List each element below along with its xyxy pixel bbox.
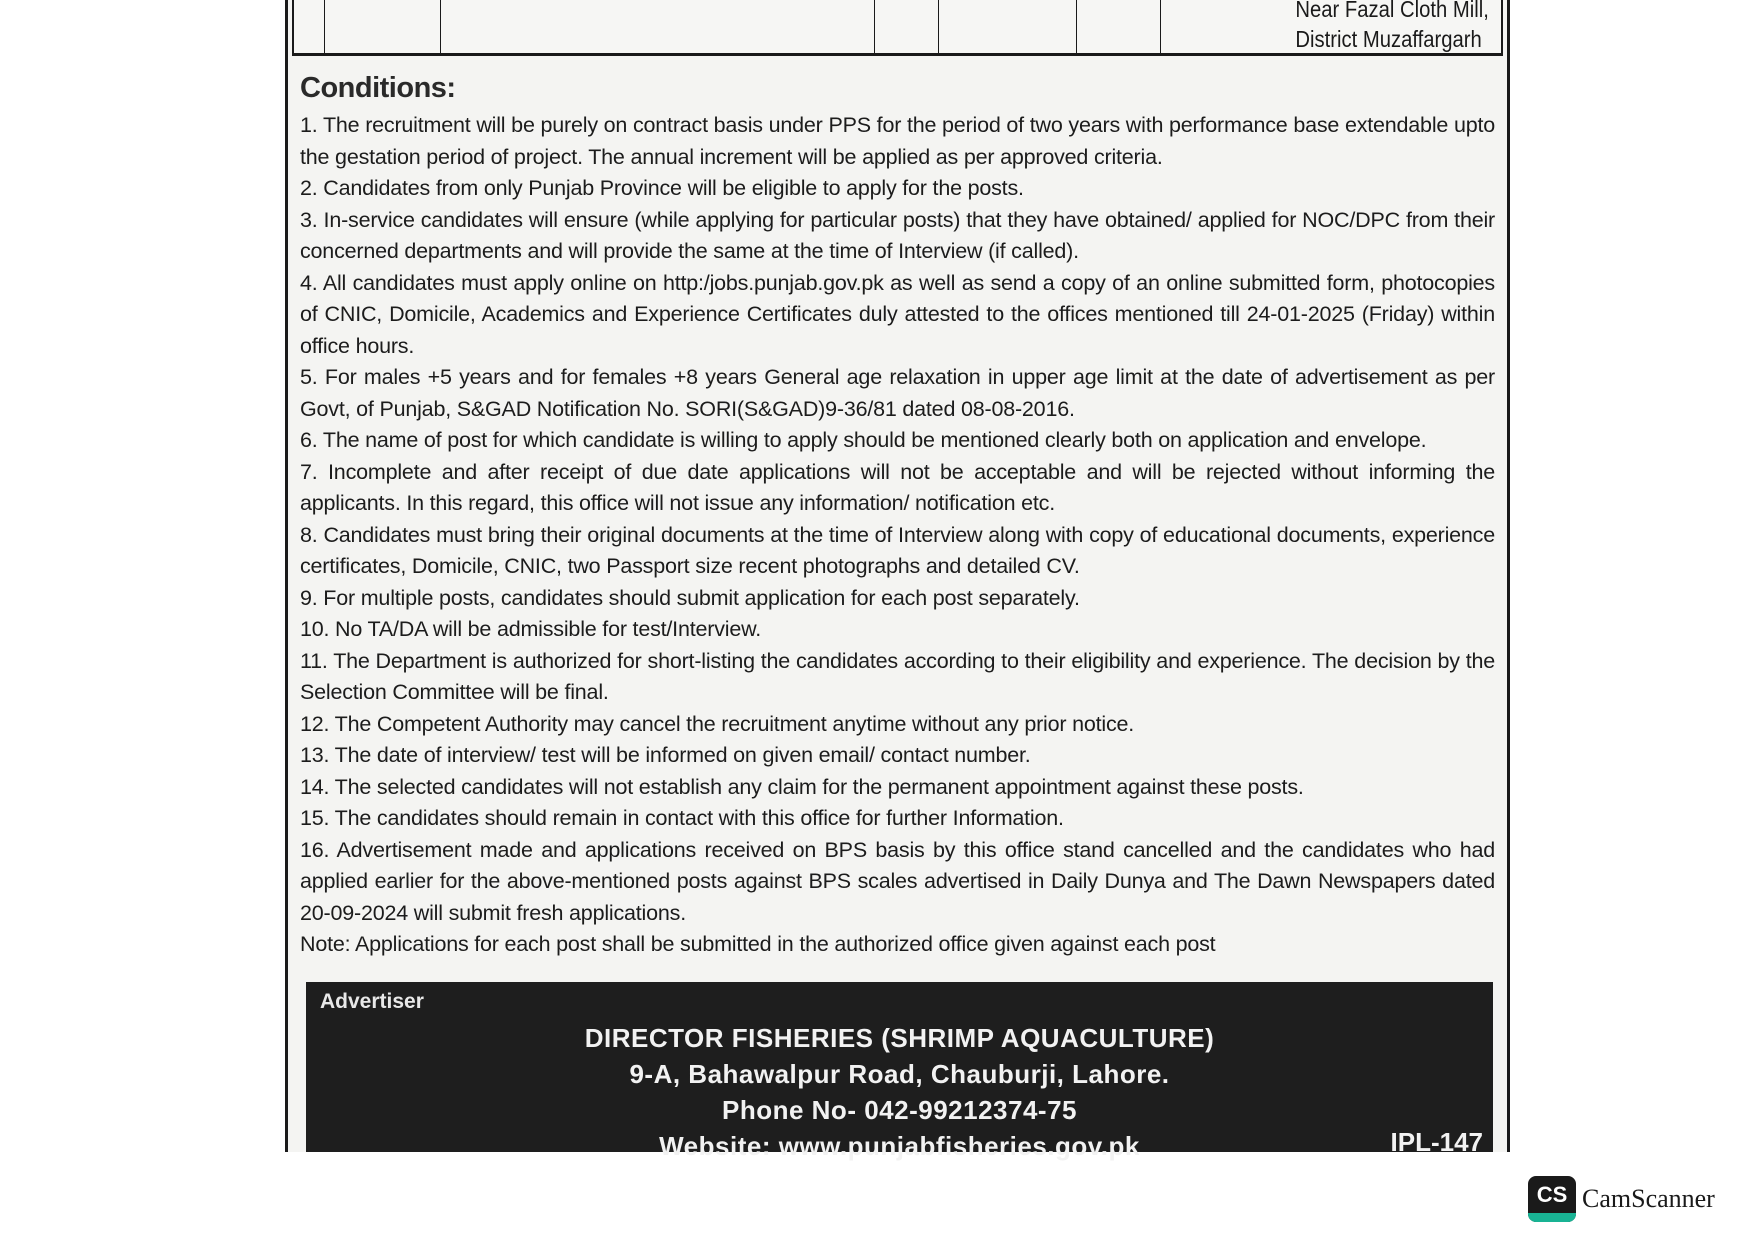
advertiser-address: 9-A, Bahawalpur Road, Chauburji, Lahore. (629, 1059, 1170, 1089)
condition-item: 3. In-service candidates will ensure (while applying for particular posts) that they have obtained/ applied for NOC/DPC from their concerned departments and will provide the same at the time of Interview (if called). (300, 207, 1495, 263)
condition-item: 6. The name of post for which candidate is willing to apply should be mentioned clearly both on application and envelope. (300, 428, 1427, 452)
condition-item: 14. The selected candidates will not establish any claim for the permanent appointment against these posts. (300, 774, 1304, 799)
condition-item: 9. For multiple posts, candidates should submit application for each post separately. (300, 585, 1080, 610)
office-address-cell (1296, 0, 1489, 54)
condition-item: 1. The recruitment will be purely on contract basis under PPS for the period of two years with performance base extendable upto the gestation period of project. The annual increment will be applied as per approved criteria. (300, 113, 1495, 169)
camscanner-brand-text: CamScanner (1582, 1184, 1715, 1213)
table-column-divider (440, 0, 441, 53)
advertiser-website: Website: www.punjabfisheries.gov.pk (659, 1131, 1140, 1161)
condition-item: 2. Candidates from only Punjab Province will be eligible to apply for the posts. (300, 176, 1024, 200)
note-text: Note: Applications for each post shall be submitted in the authorized office given against each post (300, 932, 1216, 956)
condition-item: 5. For males +5 years and for females +8 years General age relaxation in upper age limit at the date of advertisement as per Govt, of Punjab, S&GAD Notification No. SORI(S&GAD)9-36/81 dated 08-08-2016. (300, 365, 1495, 421)
table-column-divider (324, 0, 325, 53)
condition-item: 15. The candidates should remain in contact with this office for further Information. (300, 806, 1064, 830)
advertisement-page (285, 0, 1510, 1161)
advertiser-details (306, 1020, 1493, 1164)
posts-table-bottom (292, 0, 1503, 56)
condition-item: 10. No TA/DA will be admissible for test/Interview. (300, 617, 762, 641)
conditions-heading: Conditions: (300, 72, 456, 104)
ad-reference-code: IPL-147 (1390, 1127, 1483, 1157)
condition-item: 4. All candidates must apply online on http:/jobs.punjab.gov.pk as well as send a copy of an online submitted form, photocopies of CNIC, Domicile, Academics and Experience Certificates duly attested to the offices mentioned till 24-01-2025 (Friday) within office hours. (300, 270, 1495, 358)
condition-item: 8. Candidates must bring their original documents at the time of Interview along with copy of educational documents, experience certificates, Domicile, CNIC, two Passport size recent photographs and detailed CV. (300, 522, 1495, 578)
advertiser-name: DIRECTOR FISHERIES (SHRIMP AQUACULTURE) (584, 1023, 1215, 1053)
table-column-divider (1160, 0, 1161, 53)
condition-item: 12. The Competent Authority may cancel the recruitment anytime without any prior notice. (300, 711, 1135, 736)
advertiser-label: Advertiser (320, 990, 424, 1013)
conditions-list (300, 110, 1495, 961)
advertiser-block (306, 982, 1493, 1161)
advertiser-phone: Phone No- 042-99212374-75 (721, 1095, 1077, 1125)
condition-item: 11. The Department is authorized for short-listing the candidates according to their eligibility and experience. The decision by the Selection Committee will be final. (300, 648, 1495, 704)
address-line: District Muzaffargarh (1295, 26, 1482, 52)
condition-item: 7. Incomplete and after receipt of due date applications will not be acceptable and will be rejected without informing the applicants. In this regard, this office will not issue any information/ notification etc. (300, 459, 1495, 515)
camscanner-watermark (1528, 1176, 1715, 1222)
table-column-divider (874, 0, 875, 53)
table-column-divider (1076, 0, 1077, 53)
table-column-divider (938, 0, 939, 53)
address-line: Near Fazal Cloth Mill, (1295, 0, 1489, 22)
condition-item: 16. Advertisement made and applications received on BPS basis by this office stand cancelled and the candidates who had applied earlier for the above-mentioned posts against BPS scales advertised in Daily Dunya and The Dawn Newspapers dated 20-09-2024 will submit fresh applications. (300, 837, 1495, 925)
condition-item: 13. The date of interview/ test will be informed on given email/ contact number. (300, 743, 1031, 767)
camscanner-logo-icon: CS (1528, 1176, 1576, 1222)
